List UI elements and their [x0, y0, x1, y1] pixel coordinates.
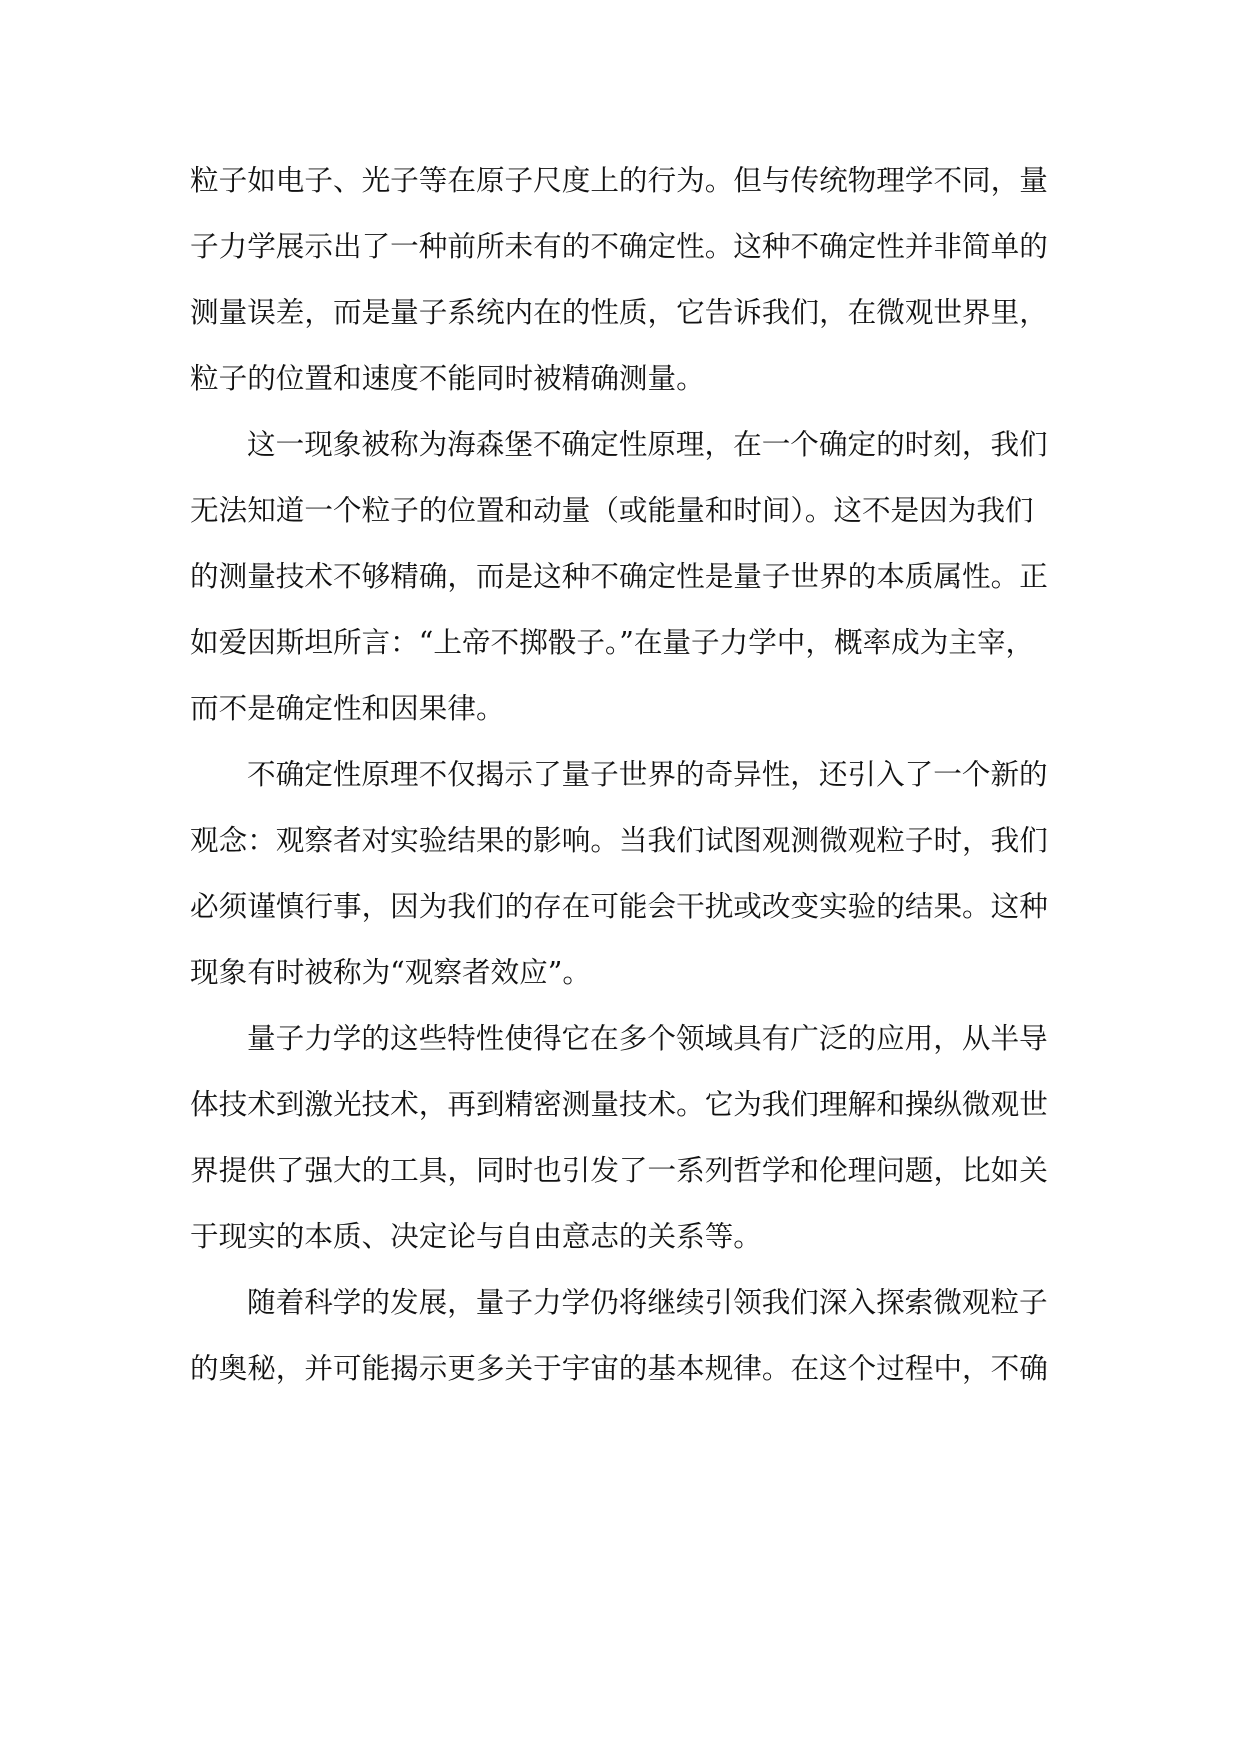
text-line: 无法知道一个粒子的位置和动量（或能量和时间）。这不是因为我们 [190, 493, 1034, 527]
text-line: 如爱因斯坦所言：“上帝不掷骰子。”在量子力学中，概率成为主宰， [190, 625, 1035, 659]
text-line: 测量误差，而是量子系统内在的性质，它告诉我们，在微观世界里， [190, 295, 1048, 329]
text-line: 观念：观察者对实验结果的影响。当我们试图观测微观粒子时，我们 [190, 823, 1048, 857]
text-line: 而不是确定性和因果律。 [190, 691, 505, 725]
text-line: 必须谨慎行事，因为我们的存在可能会干扰或改变实验的结果。这种 [190, 889, 1048, 923]
text-line: 于现实的本质、决定论与自由意志的关系等。 [190, 1219, 762, 1253]
text-line: 这一现象被称为海森堡不确定性原理，在一个确定的时刻，我们 [247, 427, 1048, 461]
body-text [190, 147, 1052, 1401]
text-line: 界提供了强大的工具，同时也引发了一系列哲学和伦理问题，比如关 [190, 1153, 1048, 1187]
text-line: 粒子如电子、光子等在原子尺度上的行为。但与传统物理学不同，量 [190, 163, 1048, 197]
text-line: 现象有时被称为“观察者效应”。 [190, 955, 591, 989]
text-line: 量子力学的这些特性使得它在多个领域具有广泛的应用，从半导 [247, 1021, 1048, 1055]
text-line: 体技术到激光技术，再到精密测量技术。它为我们理解和操纵微观世 [190, 1087, 1048, 1121]
text-line: 不确定性原理不仅揭示了量子世界的奇异性，还引入了一个新的 [247, 757, 1048, 791]
text-line: 子力学展示出了一种前所未有的不确定性。这种不确定性并非简单的 [190, 229, 1048, 263]
text-line: 的奥秘，并可能揭示更多关于宇宙的基本规律。在这个过程中，不确 [190, 1351, 1048, 1385]
text-line: 随着科学的发展，量子力学仍将继续引领我们深入探索微观粒子 [247, 1285, 1048, 1319]
text-line: 粒子的位置和速度不能同时被精确测量。 [190, 361, 705, 395]
text-line: 的测量技术不够精确，而是这种不确定性是量子世界的本质属性。正 [190, 559, 1048, 593]
